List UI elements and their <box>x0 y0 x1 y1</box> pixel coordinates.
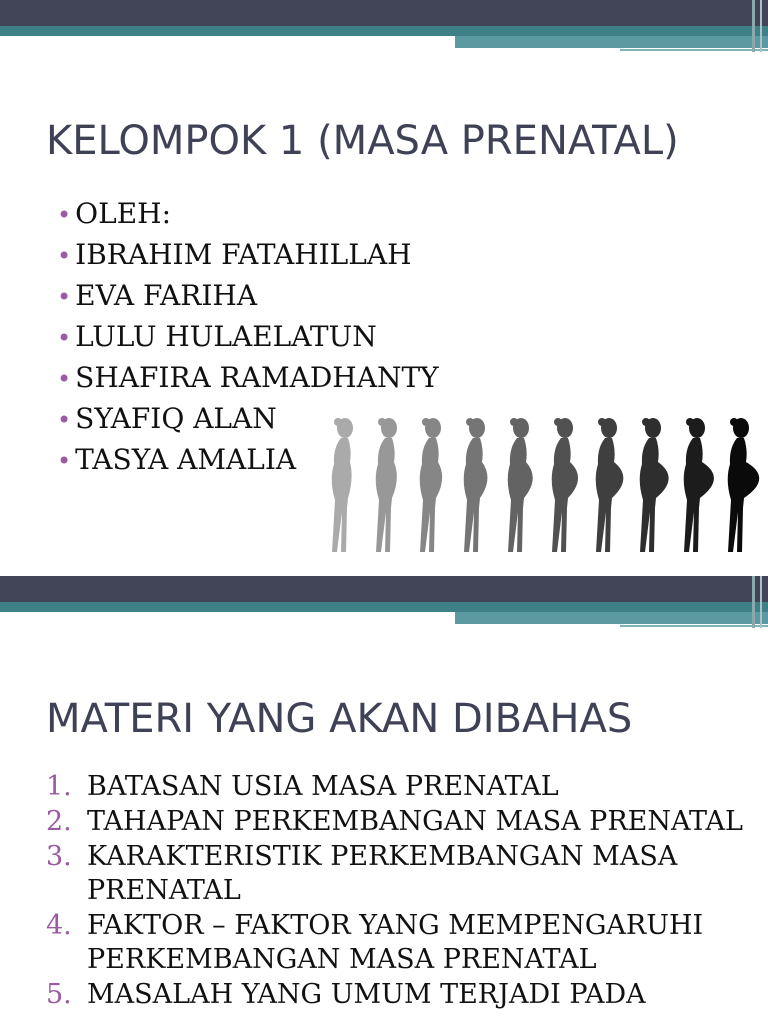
list-item-text: TAHAPAN PERKEMBANGAN MASA PRENATAL <box>87 806 743 837</box>
list-item <box>46 840 746 908</box>
silhouette-figure <box>552 418 578 552</box>
bullet-icon: • <box>57 324 72 352</box>
silhouette-figure <box>464 418 488 552</box>
header-band-accent <box>455 612 768 624</box>
silhouette-figure <box>640 418 669 552</box>
header-band-stripe <box>760 576 762 628</box>
bullet-icon: • <box>57 201 72 229</box>
list-number: 5. <box>46 979 72 1010</box>
slide-2 <box>0 576 768 1024</box>
list-item <box>57 194 439 235</box>
list-item <box>57 317 439 358</box>
silhouette-figure <box>728 418 759 552</box>
header-band-stripe <box>752 576 755 628</box>
list-item-text: SYAFIQ ALAN <box>75 402 277 435</box>
header-band-line <box>620 625 768 627</box>
list-item-text: IBRAHIM FATAHILLAH <box>75 238 412 271</box>
list-item-text: KARAKTERISTIK PERKEMBANGAN MASA PRENATAL <box>87 841 678 906</box>
header-band-accent <box>455 36 768 48</box>
header-band-stripe <box>760 0 762 52</box>
list-item <box>57 358 439 399</box>
list-item-text: LULU HULAELATUN <box>75 320 377 353</box>
header-band <box>0 576 768 636</box>
list-item-text: MASALAH YANG UMUM TERJADI PADA <box>87 979 646 1010</box>
bullet-icon: • <box>57 283 72 311</box>
silhouette-figure <box>420 418 442 552</box>
list-item-text: BATASAN USIA MASA PRENATAL <box>87 771 559 802</box>
header-band <box>0 0 768 60</box>
header-band-dark <box>0 576 768 602</box>
pregnancy-silhouettes-image <box>325 400 768 560</box>
slide-title: MATERI YANG AKAN DIBAHAS <box>46 696 633 742</box>
list-item <box>57 235 439 276</box>
bullet-icon: • <box>57 242 72 270</box>
list-number: 2. <box>46 806 72 837</box>
list-item <box>46 978 746 1012</box>
list-item-text: SHAFIRA RAMADHANTY <box>75 361 439 394</box>
slide-title: KELOMPOK 1 (MASA PRENATAL) <box>46 118 679 164</box>
list-item-text: FAKTOR – FAKTOR YANG MEMPENGARUHI PERKEMBANGAN MASA PRENATAL <box>87 910 704 975</box>
header-band-teal <box>0 602 768 612</box>
silhouette-figure <box>332 418 353 552</box>
list-item <box>46 805 746 839</box>
header-band-dark <box>0 0 768 26</box>
list-item <box>57 276 439 317</box>
header-band-teal <box>0 26 768 36</box>
list-item <box>46 770 746 804</box>
list-item <box>46 909 746 977</box>
bullet-icon: • <box>57 365 72 393</box>
silhouette-figure <box>508 418 533 552</box>
list-item-text: TASYA AMALIA <box>75 443 297 476</box>
silhouette-figure <box>684 418 714 552</box>
header-band-line <box>620 49 768 51</box>
list-number: 1. <box>46 771 72 802</box>
topic-list <box>46 770 746 1013</box>
bullet-icon: • <box>57 447 72 475</box>
bullet-icon: • <box>57 406 72 434</box>
silhouette-figure <box>596 418 624 552</box>
header-band-stripe <box>752 0 755 52</box>
list-number: 3. <box>46 841 72 872</box>
list-item-text: OLEH: <box>75 197 171 230</box>
list-item-text: EVA FARIHA <box>75 279 258 312</box>
silhouette-figure <box>376 418 397 552</box>
list-number: 4. <box>46 910 72 941</box>
